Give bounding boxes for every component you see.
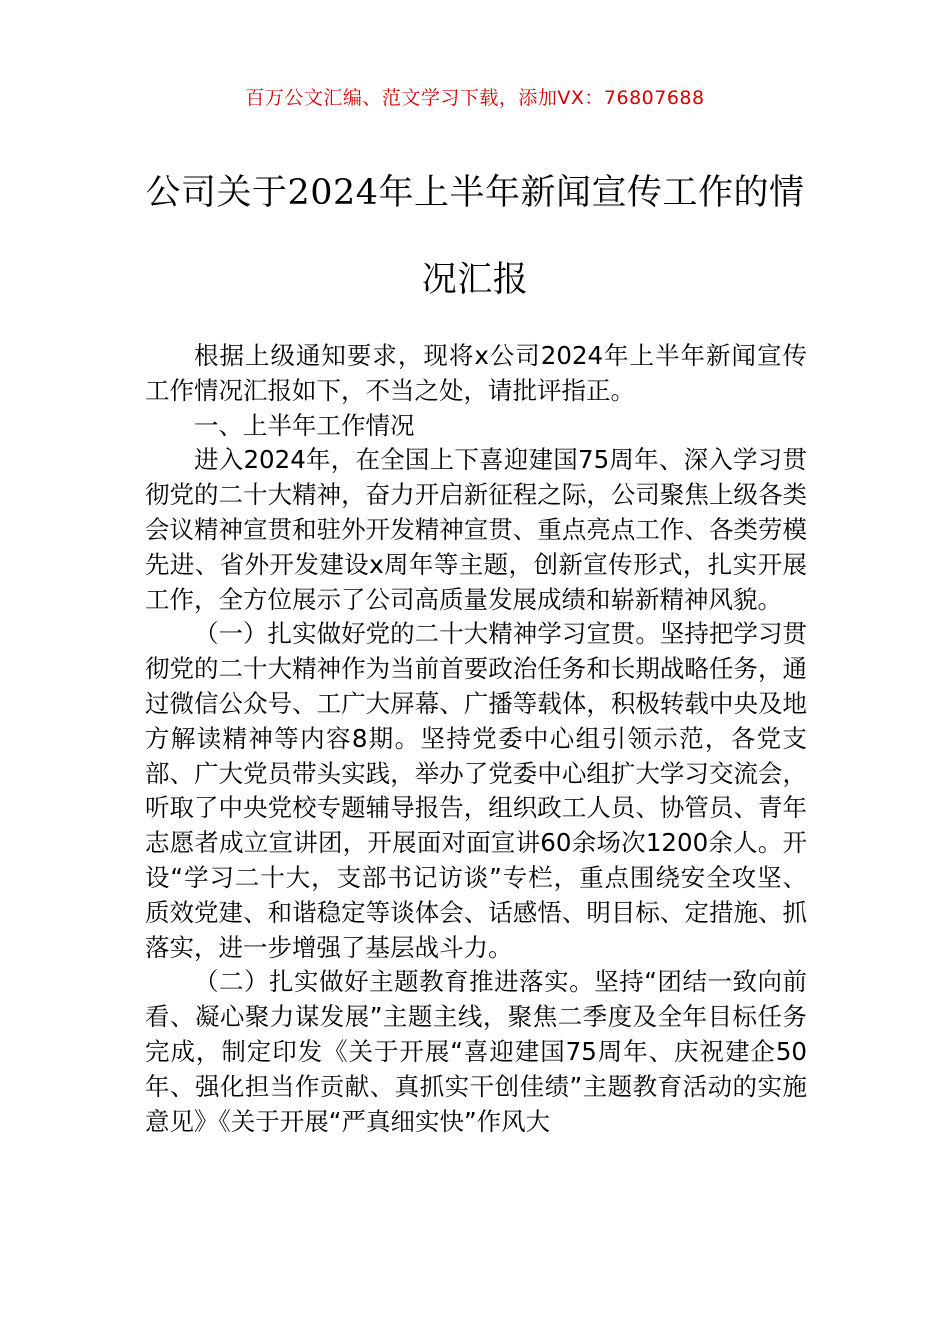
header-note: 百万公文汇编、范文学习下载，添加VX：76807688 (245, 87, 705, 109)
overview-paragraph: 进入2024年，在全国上下喜迎建国75周年、深入学习贯彻党的二十大精神，奋力开启新征程之际，公司聚焦上级各类会议精神宣贯和驻外开发精神宣贯、重点亮点工作、各类劳模先进、省外开发建设x周年等主题，创新宣传形式，扎实开展工作，全方位展示了公司高质量发展成绩和崭新精神风貌。 (145, 445, 807, 614)
document-title: 公司关于2024年上半年新闻宣传工作的情况汇报 (145, 173, 805, 300)
subsection-1-paragraph: （一）扎实做好党的二十大精神学习宣贯。坚持把学习贯彻党的二十大精神作为当前首要政治任务和长期战略任务，通过微信公众号、工广大屏幕、广播等载体，积极转载中央及地方解读精神等内容8期。坚持党委中心组引领示范，各党支部、广大党员带头实践，举办了党委中心组扩大学习交流会，听取了中央党校专题辅导报告，组织政工人员、协管员、青年志愿者成立宣讲团，开展面对面宣讲60余场次1200余人。开设“学习二十大，支部书记访谈”专栏，重点围绕安全攻坚、质效党建、和谐稳定等谈体会、话感悟、明目标、定措施、抓落实，进一步增强了基层战斗力。 (145, 619, 807, 962)
section-heading: 一、上半年工作情况 (194, 410, 415, 440)
document-body (145, 339, 807, 1139)
intro-paragraph: 根据上级通知要求，现将x公司2024年上半年新闻宣传工作情况汇报如下，不当之处，请批评指正。 (145, 341, 807, 405)
subsection-2-paragraph: （二）扎实做好主题教育推进落实。坚持“团结一致向前看、凝心聚力谋发展”主题主线，聚焦二季度及全年目标任务完成，制定印发《关于开展“喜迎建国75周年、庆祝建企50年、强化担当作贡献、真抓实干创佳绩”主题教育活动的实施意见》《关于开展“严真细实快”作风大 (145, 967, 807, 1136)
